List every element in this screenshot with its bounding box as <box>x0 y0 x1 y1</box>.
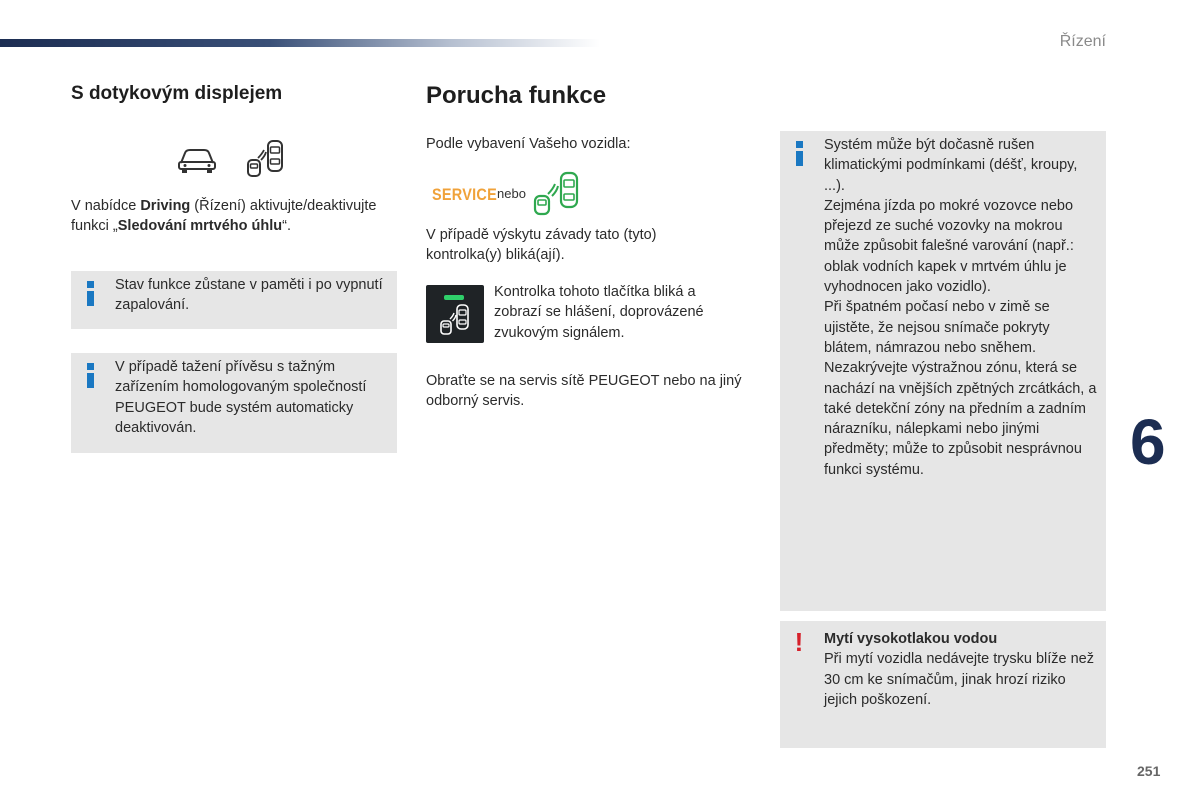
section-label: Řízení <box>1059 33 1106 50</box>
warning-icon: ! <box>794 627 804 657</box>
contact-text: Obraťte se na servis sítě PEUGEOT nebo na jiný odborný servis. <box>426 373 742 410</box>
touchscreen-instructions: V nabídce Driving (Řízení) aktivujte/deaktivujte funkci „Sledování mrtvého úhlu“. <box>71 198 377 235</box>
info-icon <box>85 281 95 306</box>
driving-menu-label: Driving <box>140 198 191 214</box>
fault-text: V případě výskytu závady tato (tyto) kontrolka(y) bliká(ají). <box>426 227 657 264</box>
malfunction-heading: Porucha funkce <box>426 82 607 109</box>
info-text: V případě tažení přívěsu s tažným zařízením homologovaným společností PEUGEOT bude systém automaticky deaktivován. <box>115 359 367 436</box>
car-icon <box>176 143 218 175</box>
info-box-memory <box>71 271 397 329</box>
feature-name: Sledování mrtvého úhlu <box>117 218 283 235</box>
blind-spot-button <box>426 285 484 343</box>
warning-box-washing <box>780 621 1106 748</box>
page-number: 251 <box>1137 763 1161 779</box>
blind-spot-icon <box>438 303 472 337</box>
touchscreen-heading: S dotykovým displejem <box>71 83 283 104</box>
service-warning-label: SERVICE <box>432 185 497 204</box>
info-text: Systém může být dočasně rušen klimatickými podmínkami (déšť, kroupy, ...). Zejména jízda po mokré vozovce nebo přejezd ze suché vozovky na mokrou může způsobit falešné varování (např.: oblak vodních kapek v mrtvém úhlu je vyhodnocen jako vozidlo). Při špatném počasí nebo v zimě se ujistěte, že nejsou snímače pokryty blátem, námrazou nebo sněhem. Nezakrývejte výstražnou zónu, která se nachází na vnějších zpětných zrcátkách, a také detekční zóny na předním a zadním nárazníku, nálepkami nebo jinými předměty; může to způsobit nesprávnou funkci systému. <box>824 137 1097 478</box>
or-label: nebo <box>497 186 526 201</box>
chapter-number: 6 <box>1130 406 1166 478</box>
malfunction-intro: Podle vybavení Vašeho vozidla: <box>426 136 631 152</box>
info-box-conditions <box>780 131 1106 611</box>
warning-text: Při mytí vozidla nedávejte trysku blíže než 30 cm ke snímačům, jinak hrozí riziko jejich poškození. <box>824 651 1094 708</box>
button-text: Kontrolka tohoto tlačítka bliká a zobrazí se hlášení, doprovázené zvukovým signálem. <box>494 284 704 341</box>
warning-title: Mytí vysokotlakou vodou <box>824 631 998 647</box>
blind-spot-warning-icon <box>531 170 583 218</box>
button-led <box>444 295 464 300</box>
header-bar <box>0 39 600 47</box>
info-icon <box>794 141 804 166</box>
info-text: Stav funkce zůstane v paměti i po vypnutí zapalování. <box>115 277 383 314</box>
blind-spot-icon <box>244 138 286 180</box>
info-icon <box>85 363 95 388</box>
info-box-trailer <box>71 353 397 453</box>
warning-content <box>824 629 1098 710</box>
